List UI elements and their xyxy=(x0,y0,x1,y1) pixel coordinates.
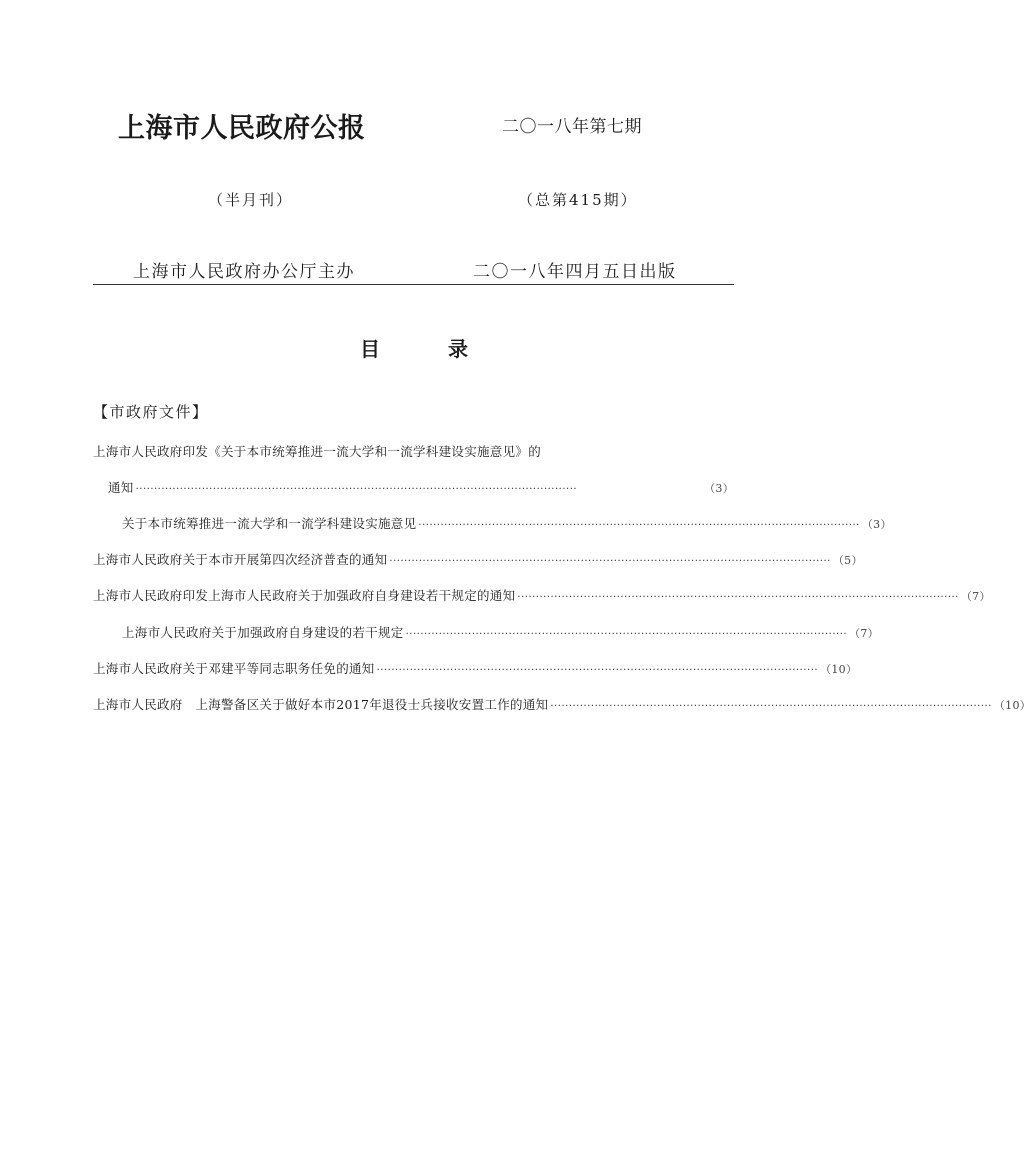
toc-entry-page: （7） xyxy=(960,590,991,603)
frequency: （半月刊） xyxy=(208,191,294,209)
leader-dots: ························································································································ xyxy=(517,592,959,603)
toc-entry[interactable] xyxy=(108,478,734,496)
toc-entry-page: （10） xyxy=(993,699,1031,712)
total-issue: （总第415期） xyxy=(518,191,638,209)
toc-entry[interactable] xyxy=(93,659,858,677)
leader-dots: ························································································································ xyxy=(135,484,578,495)
toc-entry-text: 上海市人民政府 上海警备区关于做好本市2017年退役士兵接收安置工作的通知 xyxy=(93,697,549,712)
toc-entry-text: 上海市人民政府关于本市开展第四次经济普查的通知 xyxy=(93,552,388,567)
leader-dots: ························································································································ xyxy=(550,701,992,712)
toc-entry-page: （7） xyxy=(849,627,879,640)
section-heading: 【市政府文件】 xyxy=(93,403,209,421)
toc-entry-text: 通知 xyxy=(108,480,134,495)
gazette-title: 上海市人民政府公报 xyxy=(118,113,366,144)
toc-entry-page: （10） xyxy=(820,663,858,676)
toc-entry[interactable] xyxy=(122,514,892,532)
toc-entry[interactable] xyxy=(93,586,991,604)
toc-entry-page: （3） xyxy=(861,518,892,531)
sponsor: 上海市人民政府办公厅主办 xyxy=(133,262,355,282)
toc-entry-line: 上海市人民政府印发《关于本市统筹推进一流大学和一流学科建设实施意见》的 xyxy=(93,444,542,459)
toc-title-right: 录 xyxy=(448,337,468,361)
leader-dots: ························································································································ xyxy=(376,665,819,676)
toc-entry-text: 上海市人民政府关于加强政府自身建设的若干规定 xyxy=(122,625,404,640)
toc-entry[interactable] xyxy=(122,623,879,641)
issue-number: 二〇一八年第七期 xyxy=(502,117,642,137)
header-divider xyxy=(93,284,734,285)
toc-entry-page: （3） xyxy=(704,482,734,495)
leader-dots: ························································································································ xyxy=(418,520,860,531)
toc-entry-text: 关于本市统筹推进一流大学和一流学科建设实施意见 xyxy=(122,516,417,531)
toc-entry-page: （5） xyxy=(832,554,863,567)
leader-dots: ························································································································ xyxy=(389,556,831,567)
toc-entry[interactable] xyxy=(93,695,1031,713)
toc-title-left: 目 xyxy=(360,337,380,361)
leader-dots: ························································································································ xyxy=(405,629,848,640)
toc-entry[interactable] xyxy=(93,550,863,568)
publish-date: 二〇一八年四月五日出版 xyxy=(473,262,677,282)
toc-entry-text: 上海市人民政府印发上海市人民政府关于加强政府自身建设若干规定的通知 xyxy=(93,588,516,603)
toc-entry-text: 上海市人民政府关于邓建平等同志职务任免的通知 xyxy=(93,661,375,676)
